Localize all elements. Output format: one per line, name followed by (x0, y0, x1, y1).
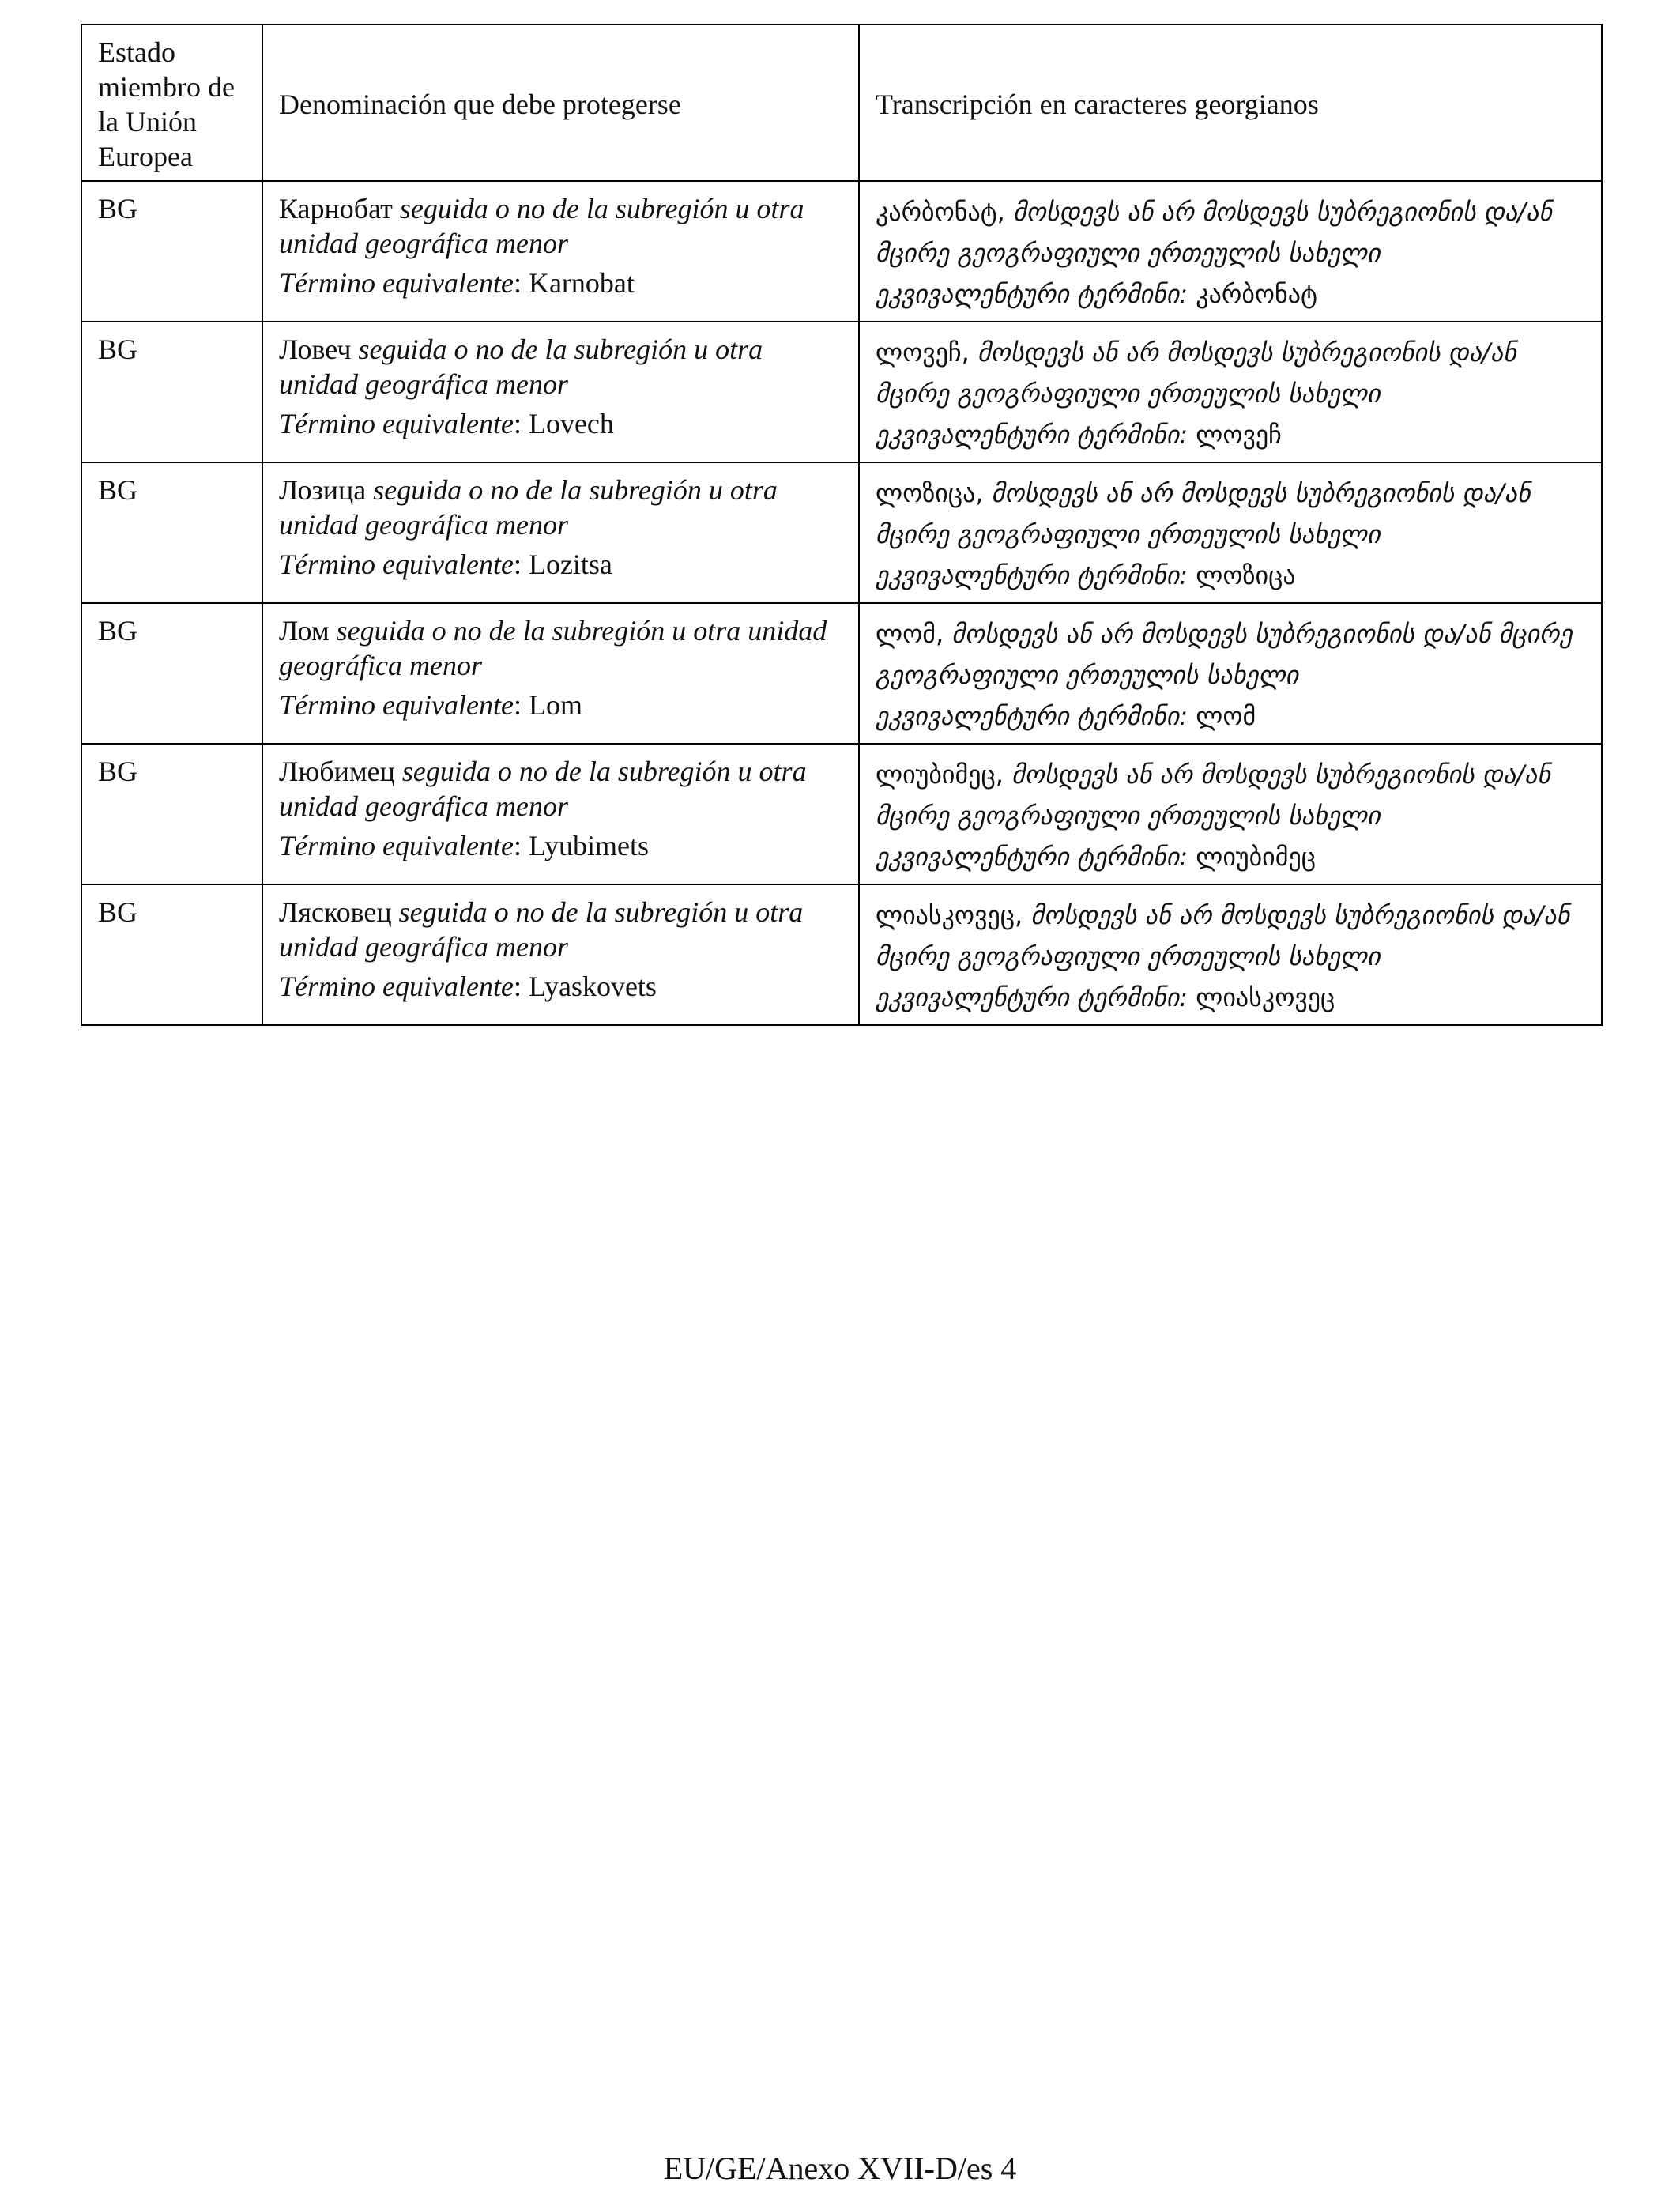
geo-equivalent-value: ლომ (1188, 701, 1256, 731)
geo-main: კარბონატ, (876, 197, 1005, 227)
table-row (81, 884, 1602, 1025)
geo-equivalent (876, 273, 1585, 315)
equivalent-term-label: Término equivalente (279, 548, 514, 580)
equivalent-term-value: Karnobat (528, 267, 635, 299)
cell-name (262, 322, 859, 462)
equivalent-term-colon: : (513, 408, 529, 439)
geo-suffix: მოსდევს ან არ მოსდევს სუბრეგიონის და/ან მცირე გეოგრაფიული ერთეულის სახელი (876, 337, 1516, 409)
name-suffix: seguida o no de la subregión u otra unidad geográfica menor (279, 896, 804, 963)
name-suffix: seguida o no de la subregión u otra unidad geográfica menor (279, 756, 807, 822)
table-row (81, 322, 1602, 462)
name-suffix: seguida o no de la subregión u otra unidad geográfica menor (279, 193, 804, 259)
geo-equivalent-label: ეკვივალენტური ტერმინი: (876, 420, 1188, 450)
table-header-row (81, 25, 1602, 181)
header-member-state: Estado miembro de la Unión Europea (81, 25, 262, 181)
geo-equivalent-value: ლიუბიმეც (1188, 842, 1316, 872)
header-name: Denominación que debe protegerse (262, 25, 859, 181)
equivalent-term-label: Término equivalente (279, 408, 514, 439)
name-main: Лом (279, 615, 330, 647)
name-main: Лясковец (279, 896, 392, 928)
geo-main: ლოვეჩ, (876, 337, 970, 368)
cell-transcription (859, 181, 1602, 322)
geo-equivalent (876, 696, 1585, 737)
equivalent-term-colon: : (513, 689, 529, 721)
table-row (81, 603, 1602, 744)
name-suffix: seguida o no de la subregión u otra unidad geográfica menor (279, 474, 778, 541)
equivalent-term-value: Lom (528, 689, 582, 721)
geo-equivalent-value: ლოზიცა (1188, 560, 1296, 590)
cell-name (262, 181, 859, 322)
cell-member-state: BG (81, 462, 262, 603)
cell-member-state: BG (81, 181, 262, 322)
cell-name (262, 744, 859, 884)
cell-name (262, 462, 859, 603)
table-row (81, 744, 1602, 884)
equivalent-term-label: Término equivalente (279, 689, 514, 721)
name-main: Карнобат (279, 193, 393, 224)
equivalent-term-value: Lozitsa (528, 548, 612, 580)
cell-member-state: BG (81, 744, 262, 884)
cell-name (262, 603, 859, 744)
cell-name (262, 884, 859, 1025)
table-row (81, 462, 1602, 603)
geo-suffix: მოსდევს ან არ მოსდევს სუბრეგიონის და/ან მცირე გეოგრაფიული ერთეულის სახელი (876, 900, 1570, 971)
cell-member-state: BG (81, 603, 262, 744)
geo-equivalent-label: ეკვივალენტური ტერმინი: (876, 560, 1188, 590)
geo-main: ლომ, (876, 619, 944, 649)
geo-equivalent-label: ეკვივალენტური ტერმინი: (876, 982, 1188, 1012)
geo-equivalent-value: ლიასკოვეც (1188, 982, 1335, 1012)
equivalent-term-colon: : (513, 548, 529, 580)
cell-member-state: BG (81, 884, 262, 1025)
equivalent-term-label: Término equivalente (279, 267, 514, 299)
cell-transcription (859, 322, 1602, 462)
geo-suffix: მოსდევს ან არ მოსდევს სუბრეგიონის და/ან მცირე გეოგრაფიული ერთეულის სახელი (876, 760, 1551, 831)
page-footer-reference: EU/GE/Anexo XVII-D/es 4 (663, 2151, 1017, 2186)
cell-transcription (859, 884, 1602, 1025)
cell-transcription (859, 603, 1602, 744)
equivalent-term-colon: : (513, 267, 529, 299)
equivalent-term-value: Lyaskovets (528, 971, 657, 1002)
equivalent-term (279, 828, 842, 863)
name-main: Лозица (279, 474, 367, 506)
name-main: Любимец (279, 756, 395, 787)
cell-transcription (859, 462, 1602, 603)
geo-main: ლიასკოვეც, (876, 900, 1023, 930)
geo-suffix: მოსდევს ან არ მოსდევს სუბრეგიონის და/ან მცირე გეოგრაფიული ერთეულის სახელი (876, 478, 1531, 549)
cell-member-state: BG (81, 322, 262, 462)
table-row (81, 181, 1602, 322)
geo-equivalent-value: ლოვეჩ (1188, 420, 1282, 450)
geo-equivalent (876, 414, 1585, 455)
equivalent-term (279, 969, 842, 1004)
equivalent-term-label: Término equivalente (279, 971, 514, 1002)
equivalent-term (279, 547, 842, 582)
geo-equivalent (876, 836, 1585, 877)
name-suffix: seguida o no de la subregión u otra unidad geográfica menor (279, 615, 827, 681)
equivalent-term (279, 688, 842, 722)
geo-equivalent-label: ეკვივალენტური ტერმინი: (876, 701, 1188, 731)
geo-suffix: მოსდევს ან არ მოსდევს სუბრეგიონის და/ან მცირე გეოგრაფიული ერთეულის სახელი (876, 197, 1553, 268)
equivalent-term-colon: : (513, 971, 529, 1002)
equivalent-term (279, 406, 842, 441)
geo-main: ლოზიცა, (876, 478, 984, 508)
name-suffix: seguida o no de la subregión u otra unidad geográfica menor (279, 334, 763, 400)
equivalent-term-label: Término equivalente (279, 830, 514, 861)
geo-equivalent (876, 555, 1585, 596)
geo-suffix: მოსდევს ან არ მოსდევს სუბრეგიონის და/ან მცირე გეოგრაფიული ერთეულის სახელი (876, 619, 1573, 690)
geo-equivalent-label: ეკვივალენტური ტერმინი: (876, 842, 1188, 872)
geo-equivalent-value: კარბონატ (1188, 279, 1317, 309)
equivalent-term-value: Lyubimets (528, 830, 649, 861)
geo-main: ლიუბიმეც, (876, 760, 1004, 790)
equivalent-term-value: Lovech (528, 408, 614, 439)
name-main: Ловеч (279, 334, 352, 365)
equivalent-term (279, 266, 842, 300)
geo-equivalent-label: ეკვივალენტური ტერმინი: (876, 279, 1188, 309)
header-transcription: Transcripción en caracteres georgianos (859, 25, 1602, 181)
cell-transcription (859, 744, 1602, 884)
equivalent-term-colon: : (513, 830, 529, 861)
annex-table (81, 24, 1603, 1026)
geo-equivalent (876, 977, 1585, 1018)
